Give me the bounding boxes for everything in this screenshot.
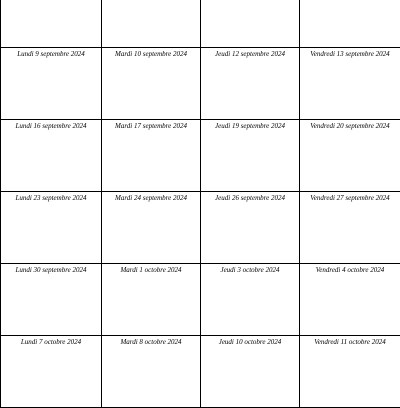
day-cell bbox=[201, 0, 300, 48]
day-label: Lundi 7 octobre 2024 bbox=[20, 338, 82, 346]
day-label: Lundi 23 septembre 2024 bbox=[15, 194, 87, 202]
day-cell bbox=[201, 192, 300, 264]
day-cell bbox=[201, 264, 300, 336]
day-cell bbox=[1, 120, 102, 192]
day-label: Mardi 1 octobre 2024 bbox=[120, 266, 182, 274]
day-label: Jeudi 3 octobre 2024 bbox=[220, 266, 280, 274]
day-cell bbox=[201, 336, 300, 408]
day-label: Jeudi 26 septembre 2024 bbox=[215, 194, 285, 202]
day-cell bbox=[1, 264, 102, 336]
day-cell bbox=[102, 48, 201, 120]
day-label: Vendredi 27 septembre 2024 bbox=[310, 194, 390, 202]
day-cell bbox=[201, 120, 300, 192]
day-cell bbox=[102, 336, 201, 408]
day-cell bbox=[102, 120, 201, 192]
day-cell bbox=[300, 192, 400, 264]
day-label: Lundi 16 septembre 2024 bbox=[15, 122, 87, 130]
day-label: Vendredi 11 octobre 2024 bbox=[314, 338, 386, 346]
day-label: Jeudi 19 septembre 2024 bbox=[215, 122, 285, 130]
day-cell bbox=[300, 48, 400, 120]
day-cell bbox=[201, 48, 300, 120]
day-label: Lundi 9 septembre 2024 bbox=[17, 50, 85, 58]
day-cell bbox=[102, 0, 201, 48]
day-cell bbox=[1, 192, 102, 264]
day-label: Lundi 30 septembre 2024 bbox=[15, 266, 87, 274]
day-label: Jeudi 10 octobre 2024 bbox=[218, 338, 282, 346]
day-label: Vendredi 20 septembre 2024 bbox=[310, 122, 390, 130]
day-cell bbox=[300, 120, 400, 192]
day-cell bbox=[300, 336, 400, 408]
day-label: Mardi 24 septembre 2024 bbox=[115, 194, 187, 202]
day-label: Mardi 8 octobre 2024 bbox=[120, 338, 182, 346]
day-label: Mardi 10 septembre 2024 bbox=[115, 50, 187, 58]
day-label: Jeudi 12 septembre 2024 bbox=[215, 50, 285, 58]
day-label: Vendredi 4 octobre 2024 bbox=[315, 266, 385, 274]
day-cell bbox=[102, 192, 201, 264]
day-cell bbox=[1, 48, 102, 120]
day-label: Mardi 17 septembre 2024 bbox=[115, 122, 187, 130]
day-cell bbox=[1, 0, 102, 48]
day-cell bbox=[1, 336, 102, 408]
day-cell bbox=[102, 264, 201, 336]
day-label: Vendredi 13 septembre 2024 bbox=[310, 50, 390, 58]
day-cell bbox=[300, 264, 400, 336]
day-cell bbox=[300, 0, 400, 48]
